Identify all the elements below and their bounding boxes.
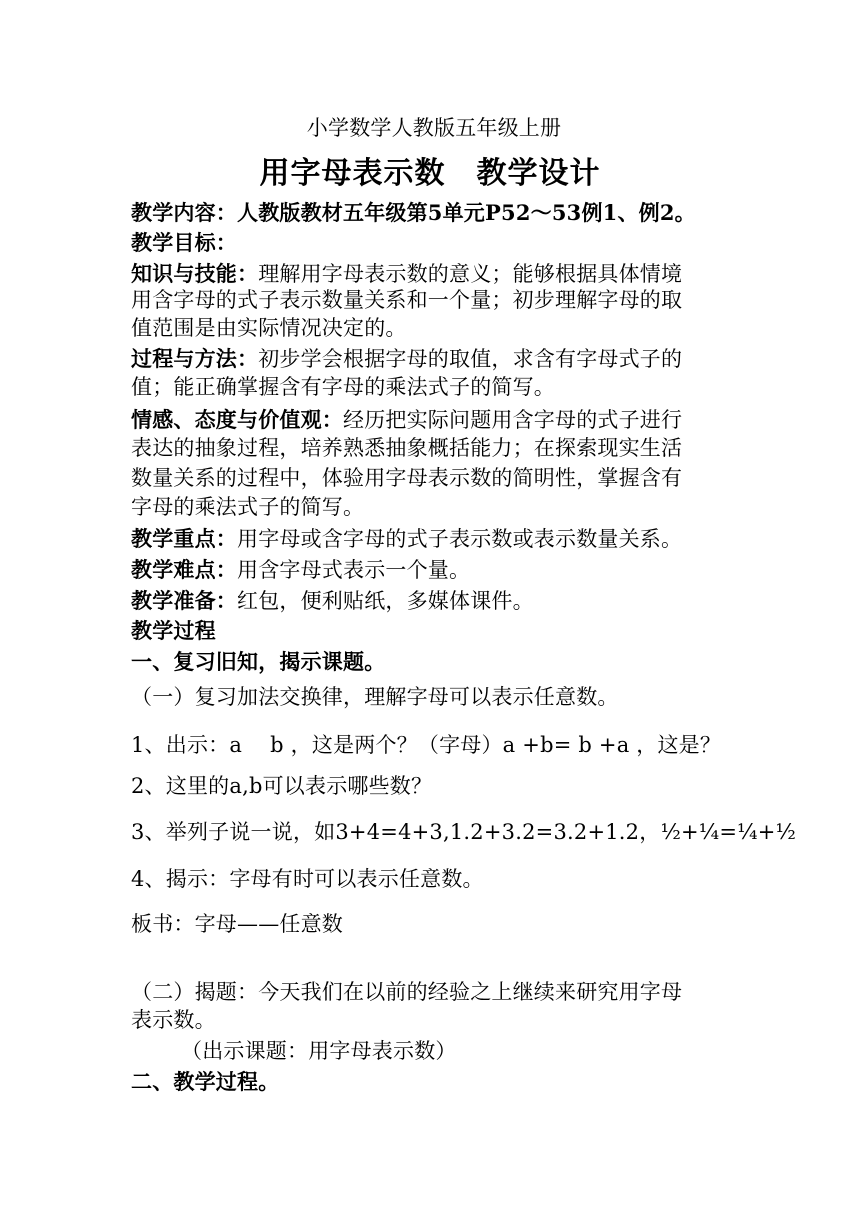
knowledge-line-2: 用含字母的式子表示数量关系和一个量；初步理解字母的取	[131, 288, 683, 312]
key-point	[131, 525, 741, 553]
step-3: 3、举列子说一说，如3+4=4+3,1.2+3.2=3.2+1.2，½+¼=¼+½	[131, 820, 797, 844]
difficulty-text: 用含字母式表示一个量。	[237, 558, 471, 582]
section-1-heading: 一、复习旧知，揭示课题。	[131, 649, 386, 674]
objectives-heading: 教学目标：	[131, 230, 237, 255]
attitude-line-1	[131, 406, 741, 434]
difficulty-label: 教学难点：	[131, 557, 237, 582]
preparation-label: 教学准备：	[131, 588, 237, 613]
attitude-line-2: 表达的抽象过程，培养熟悉抽象概括能力；在探索现实生活	[131, 436, 683, 460]
difficulty	[131, 556, 741, 584]
attitude-text-1: 经历把实际问题用含字母的式子进行	[343, 408, 683, 432]
process-method-line-1	[131, 345, 741, 373]
subsection-2-line-1: （二）揭题：今天我们在以前的经验之上继续来研究用字母	[131, 980, 683, 1004]
process-method-label: 过程与方法：	[131, 346, 259, 371]
teaching-content-text: 人教版教材五年级第5单元P52～53例1、例2。	[237, 200, 696, 225]
process-heading: 教学过程	[131, 618, 216, 643]
preparation-text: 红包，便利贴纸，多媒体课件。	[237, 589, 534, 613]
document-subtitle: 小学数学人教版五年级上册	[306, 116, 562, 140]
section-2-heading: 二、教学过程。	[131, 1069, 280, 1094]
knowledge-label: 知识与技能：	[131, 261, 259, 286]
knowledge-line-3: 值范围是由实际情况决定的。	[131, 316, 407, 340]
teaching-content-label: 教学内容：	[131, 200, 237, 225]
attitude-line-4: 字母的乘法式子的简写。	[131, 495, 365, 519]
subsection-2-line-2: 表示数。	[131, 1008, 216, 1032]
key-point-text: 用字母或含字母的式子表示数或表示数量关系。	[237, 527, 683, 551]
attitude-line-3: 数量关系的过程中，体验用字母表示数的简明性，掌握含有	[131, 466, 683, 490]
step-1: 1、出示：a b ，这是两个？（字母）a +b= b +a ，这是？	[131, 733, 722, 757]
board-note: 板书：字母——任意数	[131, 912, 343, 936]
step-4: 4、揭示：字母有时可以表示任意数。	[131, 867, 484, 891]
teaching-content	[131, 199, 741, 227]
show-topic-note: （出示课题：用字母表示数）	[181, 1039, 457, 1063]
attitude-label: 情感、态度与价值观：	[131, 407, 343, 432]
knowledge-line-1	[131, 260, 741, 288]
process-method-line-2: 值；能正确掌握含有字母的乘法式子的简写。	[131, 375, 555, 399]
step-2: 2、这里的a,b可以表示哪些数？	[131, 774, 433, 798]
subsection-1: （一）复习加法交换律，理解字母可以表示任意数。	[131, 685, 619, 709]
knowledge-text-1: 理解用字母表示数的意义；能够根据具体情境	[258, 262, 683, 286]
key-point-label: 教学重点：	[131, 526, 237, 551]
document-title: 用字母表示数 教学设计	[259, 156, 601, 191]
process-method-text-1: 初步学会根据字母的取值，求含有字母式子的	[258, 347, 683, 371]
preparation	[131, 587, 741, 615]
